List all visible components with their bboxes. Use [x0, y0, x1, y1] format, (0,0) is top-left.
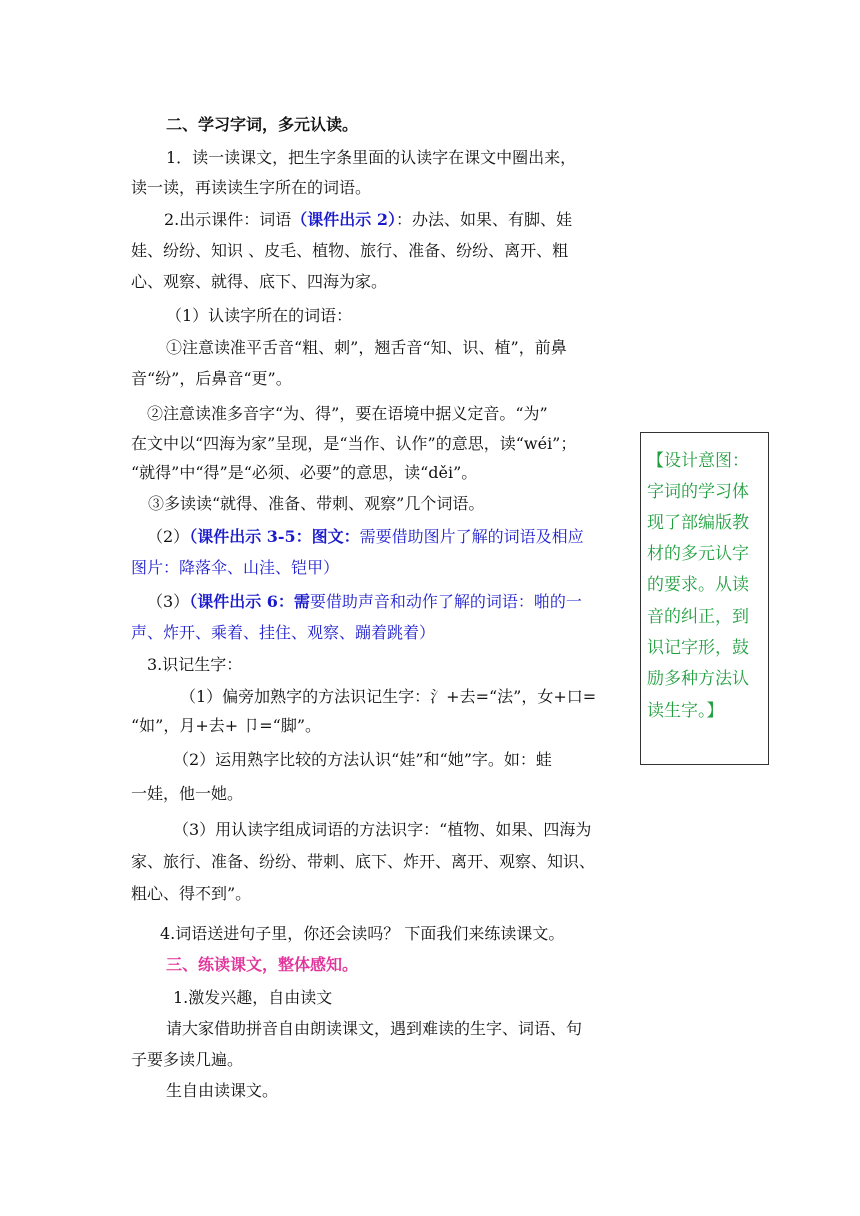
item3-title: 3.识记生字：: [147, 655, 243, 674]
design-intent-line: 的要求。从读: [647, 575, 749, 595]
design-intent-line: 读生字。】: [647, 701, 724, 721]
design-intent-line: 【设计意图：: [647, 451, 749, 471]
sub2-line2: 图片：降落伞、山洼、铠甲）: [131, 558, 340, 577]
design-intent-line: 音的纠正，到: [647, 607, 749, 627]
section-heading-3: 三、练读课文，整体感知。: [166, 955, 359, 974]
item2-tag: （课件出示 2）: [291, 210, 396, 229]
m3-line1: （3）用认读字组成词语的方法识字：“植物、如果、四海为: [173, 820, 592, 839]
sub3-line1: [147, 592, 582, 612]
m3-line2: 家、旅行、准备、纷纷、带刺、底下、炸开、离开、观察、知识、: [131, 852, 596, 871]
sub3-line2: 声、炸开、乘着、挂住、观察、蹦着跳着）: [131, 623, 436, 642]
item2-rest: ：办法、如果、有脚、娃: [396, 210, 573, 229]
sub2-prefix: （2）: [147, 527, 190, 546]
design-intent-line: 识记字形，鼓: [647, 638, 749, 658]
p3: ③多读读“就得、准备、带刺、观察”几个词语。: [148, 494, 485, 513]
item1-line1: 1．读一读课文，把生字条里面的认读字在课文中圈出来，: [166, 148, 577, 167]
item4: 4.词语送进句子里，你还会读吗？ 下面我们来练读课文。: [160, 924, 565, 943]
m2-line1: （2）运用熟字比较的方法认识“娃”和“她”字。如：蛙: [173, 750, 552, 769]
last-line: 生自由读课文。: [166, 1081, 279, 1100]
item2-line2: 娃、纷纷、知识 、皮毛、植物、旅行、准备、纷纷、离开、粗: [131, 241, 569, 260]
item2-line3: 心、观察、就得、底下、四海为家。: [131, 272, 388, 291]
sub1-title: （1）认读字所在的词语：: [166, 306, 353, 325]
p2-line2: 在文中以“四海为家”呈现，是“当作、认作”的意思，读“wéi”；: [131, 434, 577, 453]
sub3-prefix: （3）: [147, 592, 190, 611]
step1: 1.激发兴趣，自由读文: [173, 988, 333, 1007]
p1-line1: ①注意读准平舌音“粗、刺”，翘舌音“知、识、植”，前鼻: [166, 338, 567, 357]
design-intent-line: 现了部编版教: [647, 513, 749, 533]
design-intent-line: 励多种方法认: [647, 669, 749, 689]
item1-line2: 读一读，再读读生字所在的词语。: [131, 178, 372, 197]
p2-line3: “就得”中“得”是“必须、必要”的意思，读“děi”。: [131, 463, 478, 482]
p2-line1: ②注意读准多音字“为、得”，要在语境中据义定音。“为”: [147, 404, 548, 423]
sub2-rest: 需要借助图片了解的词语及相应: [359, 527, 584, 546]
design-intent-line: 字词的学习体: [647, 482, 749, 502]
section-heading-2: 二、学习字词，多元认读。: [166, 115, 359, 134]
sub3-tag: （课件出示 6：需: [189, 592, 310, 611]
item2-prefix: 2.出示课件：词语: [164, 210, 292, 229]
m2-line2: 一娃，他一她。: [131, 784, 244, 803]
m1-line2: “如”，月+去+ 卩=“脚”。: [131, 716, 322, 735]
para-line1: 请大家借助拼音自由朗读课文，遇到难读的生字、词语、句: [166, 1019, 583, 1038]
item2-line1: [164, 210, 572, 230]
m1-line1: （1）偏旁加熟字的方法识记生字：氵+去=“法”，女+口=: [180, 687, 597, 706]
sub2-line1: [147, 527, 584, 547]
sub2-tag: （课件出示 3-5：图文：: [189, 527, 360, 546]
p1-line2: 音“纷”，后鼻音“更”。: [131, 369, 292, 388]
para-line2: 子要多读几遍。: [131, 1050, 244, 1069]
m3-line3: 粗心、得不到”。: [131, 884, 252, 903]
design-intent-line: 材的多元认字: [647, 544, 749, 564]
sub3-rest: 要借助声音和动作了解的词语：啪的一: [309, 592, 582, 611]
